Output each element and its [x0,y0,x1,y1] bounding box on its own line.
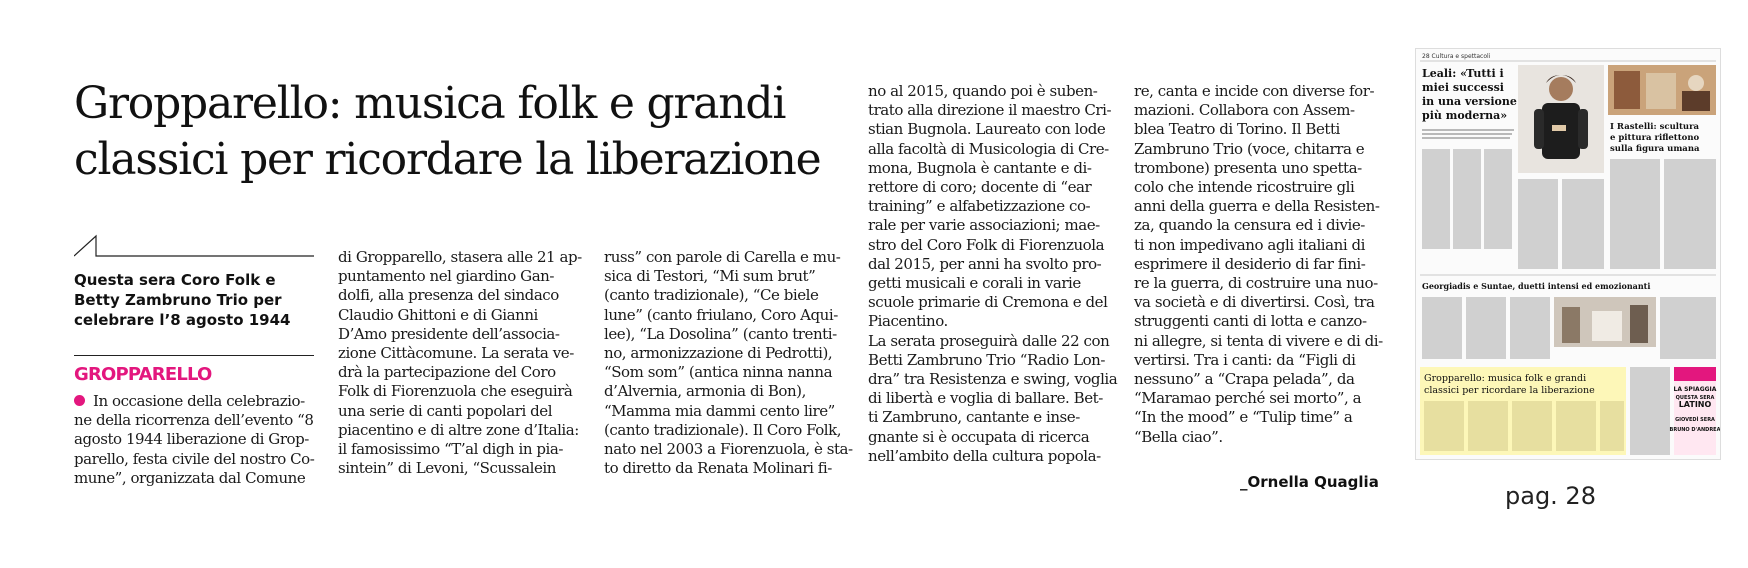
text-line: Zambruno Trio (voce, chitarra e [1134,139,1365,158]
kicker: GROPPARELLO [74,364,212,385]
thumb-gallery-photo [1608,65,1716,115]
text-line: zione Cittàcomune. La serata ve- [338,344,574,363]
text-line: re la guerra, di costruire una nuo- [1134,274,1378,293]
svg-text:più moderna»: più moderna» [1422,109,1508,122]
thumb-concert-photo [1554,297,1656,347]
svg-text:LA SPIAGGIA: LA SPIAGGIA [1673,386,1717,393]
text-line: trato alla direzione il maestro Cri- [868,101,1112,120]
text-line: nato nel 2003 a Fiorenzuola, è sta- [604,440,853,459]
text-line: mazioni. Collabora con Assem- [1134,101,1355,120]
svg-text:BRUNO D'ANDREA: BRUNO D'ANDREA [1669,427,1721,433]
text-line: una serie di canti popolari del [338,401,553,420]
svg-text:e pittura riflettono: e pittura riflettono [1610,133,1700,143]
text-line: “Bella ciao”. [1134,427,1223,446]
headline-line: classici per ricordare la liberazione [74,134,821,185]
text-line: alla facoltà di Musicologia di Cre- [868,139,1109,158]
thumb-story1-title [1422,67,1517,122]
divider [74,355,314,356]
text-line: sintein” di Levoni, “Scussalein [338,459,556,478]
text-line: “In the mood” e “Tulip time” a [1134,408,1353,427]
headline [74,76,854,188]
text-line: nell’ambito della cultura popola- [868,446,1101,465]
text-line: gnante si è occupata di ricerca [868,427,1090,446]
text-line: struggenti canti di lotta e canzo- [1134,312,1367,331]
thumb-story2-title [1610,122,1700,154]
deck-line: Questa sera Coro Folk e [74,271,276,289]
svg-text:Leali: «Tutti i: Leali: «Tutti i [1422,67,1504,80]
svg-text:miei successi: miei successi [1422,81,1504,94]
text-line: agosto 1944 liberazione di Grop- [74,430,309,449]
text-line: training” e alfabetizzazione co- [868,197,1091,216]
text-line: ne della ricorrenza dell’evento “8 [74,411,314,430]
text-line: ni allegre, si tenta di vivere e di di- [1134,331,1383,350]
text-line: lune” (canto friulano, Coro Aqui- [604,305,838,324]
text-line: In occasione della celebrazio- [74,392,318,411]
text-line: (canto tradizionale). Il Coro Folk, [604,420,842,439]
text-line: dal 2015, per anni ha svolto pro- [868,254,1102,273]
text-line: esprimere il desiderio di far fini- [1134,254,1366,273]
headline-line: Gropparello: musica folk e grandi [74,78,786,129]
text-line: puntamento nel giardino Gan- [338,267,555,286]
deck-line: celebrare l’8 agosto 1944 [74,311,291,329]
text-line: dra” tra Resistenza e swing, voglia [868,370,1118,389]
deck-line: Betty Zambruno Trio per [74,291,282,309]
text-line: sica di Testori, “Mi sum brut” [604,267,816,286]
column-4 [868,82,1118,466]
text-line: to diretto da Renata Molinari fi- [604,459,832,478]
text-line: scuole primarie di Cremona e del [868,293,1108,312]
text-line: getti musicali e corali in varie [868,274,1081,293]
svg-text:Gropparello: musica folk e gra: Gropparello: musica folk e grandi [1424,373,1587,384]
text-line: “Maramao perché sei morto”, a [1134,389,1362,408]
text-line: mona, Bugnola è cantante e di- [868,158,1092,177]
page-number: pag. 28 [1505,482,1596,510]
text-line: colo che intende ricostruire gli [1134,178,1355,197]
deck-rule [74,232,314,258]
page-thumbnail[interactable] [1415,48,1721,460]
text-line: Betti Zambruno Trio “Radio Lon- [868,350,1105,369]
column-2 [338,248,582,478]
text-line: no, armonizzazione di Pedrotti), [604,344,833,363]
text-line: Folk di Fiorenzuola che eseguirà [338,382,573,401]
text-line: mune”, organizzata dal Comune [74,468,306,487]
text-line: (canto tradizionale), “Ce biele [604,286,819,305]
text-line: anni della guerra e della Resisten- [1134,197,1380,216]
text-line: stian Bugnola. Laureato con lode [868,120,1106,139]
svg-text:I Rastelli: scultura: I Rastelli: scultura [1610,122,1700,132]
text-line: lee), “La Dosolina” (canto trenti- [604,324,837,343]
text-line: re, canta e incide con diverse for- [1134,82,1375,100]
thumb-singer-photo [1518,65,1604,173]
column-5 [1134,82,1383,447]
text-line: ti non impedivano agli italiani di [1134,235,1366,254]
author-signature: _Ornella Quaglia [1240,473,1379,491]
text-line: trombone) presenta uno spetta- [1134,158,1362,177]
svg-text:sulla figura umana: sulla figura umana [1610,144,1700,154]
text-line: il famosissimo “T’al digh in pia- [338,440,563,459]
text-line: di libertà e voglia di ballare. Bet- [868,389,1103,408]
thumb-header: 28 Cultura e spettacoli [1422,53,1491,60]
text-line: piacentino e di altre zone d’Italia: [338,420,579,439]
text-line: ti Zambruno, cantante e inse- [868,408,1080,427]
text-line: Piacentino. [868,312,948,331]
text-line: za, quando la censura ed i divie- [1134,216,1365,235]
text-line: La serata proseguirà dalle 22 con [868,331,1110,350]
text-line: D’Amo presidente dell’associa- [338,324,560,343]
text-line: no al 2015, quando poi è suben- [868,82,1098,100]
text-line: russ” con parole di Carella e mu- [604,248,841,266]
column-1 [74,392,318,488]
thumb-side-text [1630,367,1670,455]
text-line: va società e di divertirsi. Così, tra [1134,293,1375,312]
text-line: d’Alvernia, armonia di Bon), [604,382,806,401]
bullet-dot [74,395,85,406]
svg-text:QUESTA SERA: QUESTA SERA [1675,395,1715,401]
text-line: di Gropparello, stasera alle 21 ap- [338,248,582,266]
thumb-story3-title: Georgiadis e Suntae, duetti intensi ed emozionanti [1422,281,1651,291]
svg-text:GIOVEDÌ SERA: GIOVEDÌ SERA [1675,417,1715,423]
text-line: parello, festa civile del nostro Co- [74,449,315,468]
text-line: rettore di coro; docente di “ear [868,178,1092,197]
svg-text:LATINO: LATINO [1678,400,1712,409]
text-line: drà la partecipazione del Coro [338,363,556,382]
text-line: nessuno” a “Crapa pelada”, da [1134,370,1355,389]
column-3 [604,248,853,478]
text-line: blea Teatro di Torino. Il Betti [1134,120,1340,139]
thumb-ad [1670,367,1721,455]
deck [74,270,314,330]
text-line: dolfi, alla presenza del sindaco [338,286,559,305]
text-line: “Som som” (antica ninna nanna [604,363,833,382]
svg-text:in una versione: in una versione [1422,95,1517,108]
text-line: Claudio Ghittoni e di Gianni [338,305,538,324]
svg-text:classici per ricordare la libe: classici per ricordare la liberazione [1424,385,1595,396]
thumb-story4-highlight [1420,367,1626,455]
text-line: stro del Coro Folk di Fiorenzuola [868,235,1105,254]
text-line: “Mamma mia dammi cento lire” [604,401,835,420]
text-line: vertirsi. Tra i canti: da “Figli di [1134,350,1356,369]
text-line: rale per varie associazioni; mae- [868,216,1100,235]
